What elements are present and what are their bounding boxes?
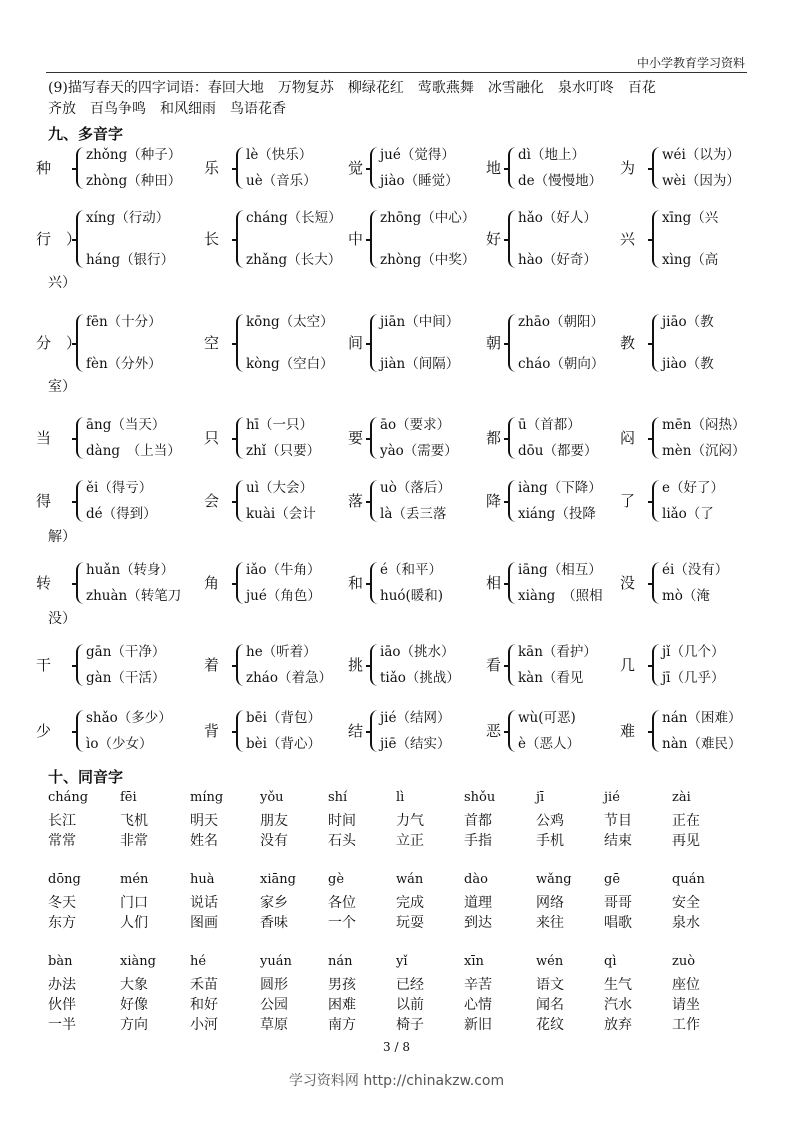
homophone-word: 生气 — [604, 977, 632, 993]
homophone-word: 网络 — [536, 895, 564, 911]
poly-char: 会 — [204, 492, 220, 510]
homophone-pinyin: nán — [328, 954, 353, 969]
homophone-word: 非常 — [120, 833, 148, 849]
reading-a: jiān（中间） — [380, 314, 460, 330]
brace-mark — [236, 562, 246, 604]
reading-a: jié（结网） — [380, 710, 451, 726]
homophone-word: 哥哥 — [604, 895, 632, 911]
reading-a: fēn（十分） — [86, 314, 162, 330]
reading-a: kōng（太空） — [246, 314, 334, 330]
brace-mark — [76, 644, 86, 686]
homophone-word: 一个 — [328, 915, 356, 931]
poly-char: 结 — [348, 722, 364, 740]
brace-mark — [652, 417, 662, 459]
poly-char: 行 ） — [36, 230, 82, 248]
homophone-pinyin: yuán — [260, 954, 292, 969]
homophone-word: 时间 — [328, 813, 356, 829]
homophone-word: 一半 — [48, 1017, 76, 1033]
homophone-word: 完成 — [396, 895, 424, 911]
homophone-word: 门口 — [120, 895, 148, 911]
homophone-word: 办法 — [48, 977, 76, 993]
brace-mark — [508, 210, 518, 268]
poly-char: 朝 — [486, 334, 502, 352]
poly-char: 间 — [348, 334, 364, 352]
homophone-word: 公园 — [260, 997, 288, 1013]
reading-a: éi（没有） — [662, 562, 729, 578]
homophone-pinyin: wǎng — [536, 872, 572, 887]
homophone-pinyin: jié — [604, 790, 620, 805]
reading-a: jiāo（教 — [662, 314, 714, 330]
homophone-word: 香味 — [260, 915, 288, 931]
reading-b: zháo（着急） — [246, 670, 332, 686]
reading-b: dōu（都要） — [518, 443, 598, 459]
homophone-word: 和好 — [190, 997, 218, 1013]
reading-b: jiē（结实） — [380, 736, 451, 752]
reading-b: uè（音乐） — [246, 173, 317, 189]
reading-b: là（丢三落 — [380, 506, 447, 522]
reading-a: ū（首都） — [518, 417, 581, 433]
homophone-word: 以前 — [396, 997, 424, 1013]
reading-b: jué（角色） — [246, 588, 321, 604]
reading-a: wéi（以为） — [662, 147, 740, 163]
brace-mark — [76, 562, 86, 604]
reading-a: uì（大会） — [246, 480, 314, 496]
homophone-word: 椅子 — [396, 1017, 424, 1033]
para-line-1: (9)描写春天的四字词语：春回大地 万物复苏 柳绿花红 莺歌燕舞 冰雪融化 泉水叮咚 百花 — [48, 80, 656, 96]
brace-mark — [76, 314, 86, 372]
poly-char: 和 — [348, 574, 364, 592]
homophone-word: 新旧 — [464, 1017, 492, 1033]
homophone-word: 闻名 — [536, 997, 564, 1013]
reading-b: háng（银行） — [86, 252, 175, 268]
reading-a: xíng（行动） — [86, 210, 170, 226]
homophone-pinyin: quán — [672, 872, 705, 887]
poly-char: 没 — [620, 574, 636, 592]
homophone-pinyin: wén — [536, 954, 564, 969]
homophone-word: 朋友 — [260, 813, 288, 829]
homophone-word: 没有 — [260, 833, 288, 849]
homophone-word: 放弃 — [604, 1017, 632, 1033]
homophone-pinyin: xiàng — [120, 954, 156, 969]
poly-char: 当 — [36, 429, 52, 447]
homophone-pinyin: hé — [190, 954, 207, 969]
poly-char: 兴 — [620, 230, 636, 248]
reading-b: mò（淹 — [662, 588, 710, 604]
poly-char: 少 — [36, 722, 52, 740]
poly-char: 长 — [204, 230, 220, 248]
homophone-word: 好像 — [120, 997, 148, 1013]
reading-b: de（慢慢地） — [518, 173, 603, 189]
poly-char: 背 — [204, 722, 220, 740]
brace-mark — [76, 147, 86, 189]
reading-a: iàng（下降） — [518, 480, 602, 496]
homophone-word: 花纹 — [536, 1017, 564, 1033]
poly-char: 为 — [620, 159, 636, 177]
brace-mark — [652, 314, 662, 372]
brace-mark — [508, 417, 518, 459]
brace-mark — [370, 710, 380, 752]
homophone-word: 来往 — [536, 915, 564, 931]
homophone-word: 语文 — [536, 977, 564, 993]
homophone-pinyin: dōng — [48, 872, 81, 887]
reading-b: hào（好奇） — [518, 252, 597, 268]
brace-mark — [370, 147, 380, 189]
poly-char: 好 — [486, 230, 502, 248]
brace-mark — [236, 147, 246, 189]
homophone-word: 辛苦 — [464, 977, 492, 993]
brace-mark — [652, 210, 662, 268]
homophone-pinyin: shí — [328, 790, 348, 805]
homophone-section-title: 十、同音字 — [48, 768, 124, 786]
poly-char: 只 — [204, 429, 220, 447]
reading-b: mèn（沉闷） — [662, 443, 746, 459]
reading-a: shǎo（多少） — [86, 710, 172, 726]
homophone-pinyin: qì — [604, 954, 617, 969]
reading-b: tiǎo（挑战） — [380, 670, 460, 686]
reading-a: wù(可恶) — [518, 710, 576, 726]
homophone-word: 小河 — [190, 1017, 218, 1033]
poly-char: 得 — [36, 492, 52, 510]
homophone-word: 伙伴 — [48, 997, 76, 1013]
poly-char: 要 — [348, 429, 364, 447]
reading-a: āo（要求） — [380, 417, 451, 433]
homophone-pinyin: gē — [604, 872, 621, 887]
brace-mark — [508, 562, 518, 604]
para-line-2: 齐放 百鸟争鸣 和风细雨 鸟语花香 — [48, 101, 286, 117]
reading-a: dì（地上） — [518, 147, 585, 163]
homophone-word: 手指 — [464, 833, 492, 849]
reading-b: dé（得到） — [86, 506, 157, 522]
homophone-word: 心情 — [464, 997, 492, 1013]
homophone-word: 方向 — [120, 1017, 148, 1033]
homophone-pinyin: mén — [120, 872, 149, 887]
spring-idioms-paragraph — [48, 78, 748, 120]
homophone-word: 圆形 — [260, 977, 288, 993]
wrap-tail: 兴） — [48, 275, 76, 291]
homophone-pinyin: fēi — [120, 790, 137, 805]
poly-char: 恶 — [486, 722, 502, 740]
reading-a: lè（快乐） — [246, 147, 313, 163]
homophone-word: 再见 — [672, 833, 700, 849]
poly-char: 了 — [620, 492, 636, 510]
brace-mark — [370, 210, 380, 268]
reading-a: kān（看护） — [518, 644, 597, 660]
brace-mark — [76, 710, 86, 752]
poly-char: 闷 — [620, 429, 636, 447]
reading-a: zhǒng（种子） — [86, 147, 182, 163]
reading-b: huó(暖和) — [380, 588, 444, 604]
homophone-pinyin: gè — [328, 872, 345, 887]
homophone-word: 节目 — [604, 813, 632, 829]
brace-mark — [236, 314, 246, 372]
reading-a: uò（落后） — [380, 480, 451, 496]
homophone-word: 人们 — [120, 915, 148, 931]
brace-mark — [370, 314, 380, 372]
reading-a: jué（觉得） — [380, 147, 455, 163]
reading-a: iǎo（牛角） — [246, 562, 321, 578]
homophone-pinyin: cháng — [48, 790, 89, 805]
homophone-pinyin: zuò — [672, 954, 696, 969]
homophone-word: 请坐 — [672, 997, 700, 1013]
poly-char: 看 — [486, 656, 502, 674]
reading-a: iāo（挑水） — [380, 644, 455, 660]
reading-a: gān（干净） — [86, 644, 166, 660]
reading-a: é（和平） — [380, 562, 442, 578]
wrap-tail: 没） — [48, 611, 76, 627]
reading-b: bèi（背心） — [246, 736, 321, 752]
poly-char: 都 — [486, 429, 502, 447]
homophone-word: 说话 — [190, 895, 218, 911]
reading-a: he（听着） — [246, 644, 317, 660]
poly-char: 着 — [204, 656, 220, 674]
brace-mark — [508, 480, 518, 522]
homophone-word: 南方 — [328, 1017, 356, 1033]
reading-b: fèn（分外） — [86, 356, 162, 372]
reading-b: liǎo（了 — [662, 506, 714, 522]
reading-b: xiáng（投降 — [518, 506, 596, 522]
reading-b: jiào（教 — [662, 356, 714, 372]
reading-a: zhōng（中心） — [380, 210, 476, 226]
reading-b: kuài（会计 — [246, 506, 316, 522]
reading-a: iāng（相互） — [518, 562, 602, 578]
poly-char: 降 — [486, 492, 502, 510]
reading-b: jiàn（间隔） — [380, 356, 460, 372]
brace-mark — [370, 562, 380, 604]
homophone-pinyin: yǒu — [260, 790, 284, 805]
brace-mark — [236, 644, 246, 686]
homophone-pinyin: xīn — [464, 954, 484, 969]
poly-char: 角 — [204, 574, 220, 592]
reading-a: zhāo（朝阳） — [518, 314, 604, 330]
homophone-pinyin: zài — [672, 790, 691, 805]
homophone-word: 东方 — [48, 915, 76, 931]
reading-a: nán（困难） — [662, 710, 742, 726]
poly-char: 转 — [36, 574, 52, 592]
page-header: 中小学教育学习资料 — [636, 56, 745, 70]
homophone-word: 姓名 — [190, 833, 218, 849]
brace-mark — [236, 210, 246, 268]
homophone-word: 男孩 — [328, 977, 356, 993]
reading-b: zhòng（种田） — [86, 173, 182, 189]
reading-b: jī（几乎） — [662, 670, 725, 686]
homophone-pinyin: dào — [464, 872, 488, 887]
homophone-word: 道理 — [464, 895, 492, 911]
poly-char: 难 — [620, 722, 636, 740]
homophone-pinyin: shǒu — [464, 790, 496, 805]
homophone-word: 图画 — [190, 915, 218, 931]
reading-b: cháo（朝向） — [518, 356, 605, 372]
page-number: 3 / 8 — [383, 1040, 410, 1054]
homophone-word: 冬天 — [48, 895, 76, 911]
homophone-pinyin: xiāng — [260, 872, 296, 887]
reading-b: dàng （上当） — [86, 443, 181, 459]
homophone-word: 大象 — [120, 977, 148, 993]
brace-mark — [76, 417, 86, 459]
homophone-word: 玩耍 — [396, 915, 424, 931]
brace-mark — [508, 710, 518, 752]
reading-b: gàn（干活） — [86, 670, 166, 686]
homophone-word: 草原 — [260, 1017, 288, 1033]
reading-b: zhòng（中奖） — [380, 252, 476, 268]
poly-char: 分 ） — [36, 334, 82, 352]
brace-mark — [652, 710, 662, 752]
brace-mark — [508, 314, 518, 372]
reading-b: kòng（空白） — [246, 356, 334, 372]
homophone-pinyin: lì — [396, 790, 405, 805]
reading-b: xiàng （照相 — [518, 588, 603, 604]
homophone-word: 立正 — [396, 833, 424, 849]
brace-mark — [236, 710, 246, 752]
reading-a: hī（一只） — [246, 417, 314, 433]
brace-mark — [508, 644, 518, 686]
reading-b: zhǐ（只要） — [246, 443, 321, 459]
brace-mark — [652, 480, 662, 522]
homophone-word: 禾苗 — [190, 977, 218, 993]
brace-mark — [370, 417, 380, 459]
reading-a: bēi（背包） — [246, 710, 321, 726]
reading-a: jǐ（几个） — [662, 644, 725, 660]
reading-b: jiào（睡觉） — [380, 173, 459, 189]
poly-char: 觉 — [348, 159, 364, 177]
homophone-word: 已经 — [396, 977, 424, 993]
reading-a: huǎn（转身） — [86, 562, 175, 578]
poly-char: 干 — [36, 656, 52, 674]
poly-char: 地 — [486, 159, 502, 177]
reading-b: zhǎng（长大） — [246, 252, 342, 268]
poly-char: 挑 — [348, 656, 364, 674]
homophone-pinyin: huà — [190, 872, 215, 887]
reading-a: mēn（闷热） — [662, 417, 746, 433]
homophone-word: 长江 — [48, 813, 76, 829]
reading-a: ěi（得亏） — [86, 480, 153, 496]
header-divider — [46, 72, 747, 73]
homophone-word: 常常 — [48, 833, 76, 849]
homophone-pinyin: míng — [190, 790, 224, 805]
homophone-word: 结束 — [604, 833, 632, 849]
poly-char: 几 — [620, 656, 636, 674]
brace-mark — [508, 147, 518, 189]
homophone-word: 明天 — [190, 813, 218, 829]
reading-b: kàn（看见 — [518, 670, 584, 686]
homophone-pinyin: bàn — [48, 954, 73, 969]
homophone-word: 困难 — [328, 997, 356, 1013]
reading-a: cháng（长短） — [246, 210, 342, 226]
homophone-word: 泉水 — [672, 915, 700, 931]
wrap-tail: 解） — [48, 529, 76, 545]
homophone-word: 安全 — [672, 895, 700, 911]
reading-b: nàn（难民） — [662, 736, 742, 752]
homophone-word: 唱歌 — [604, 915, 632, 931]
reading-a: hǎo（好人） — [518, 210, 597, 226]
homophone-word: 汽水 — [604, 997, 632, 1013]
homophone-word: 手机 — [536, 833, 564, 849]
reading-a: e（好了） — [662, 480, 724, 496]
brace-mark — [370, 480, 380, 522]
poly-char: 空 — [204, 334, 220, 352]
brace-mark — [76, 210, 86, 268]
homophone-word: 正在 — [672, 813, 700, 829]
brace-mark — [236, 480, 246, 522]
reading-b: xìng（高 — [662, 252, 719, 268]
homophone-word: 飞机 — [120, 813, 148, 829]
polyphone-section-title: 九、多音字 — [48, 125, 124, 143]
poly-char: 乐 — [204, 159, 220, 177]
brace-mark — [652, 644, 662, 686]
homophone-word: 首都 — [464, 813, 492, 829]
poly-char: 种 — [36, 159, 52, 177]
homophone-word: 家乡 — [260, 895, 288, 911]
brace-mark — [652, 562, 662, 604]
poly-char: 落 — [348, 492, 364, 510]
homophone-pinyin: wán — [396, 872, 424, 887]
reading-b: wèi（因为） — [662, 173, 740, 189]
reading-b: zhuàn（转笔刀 — [86, 588, 182, 604]
footer-site: 学习资料网 http://chinakzw.com — [288, 1073, 505, 1089]
homophone-word: 公鸡 — [536, 813, 564, 829]
reading-a: xīng（兴 — [662, 210, 719, 226]
homophone-word: 石头 — [328, 833, 356, 849]
reading-b: yào（需要） — [380, 443, 458, 459]
reading-a: āng（当天） — [86, 417, 166, 433]
wrap-tail: 室） — [48, 379, 76, 395]
homophone-word: 座位 — [672, 977, 700, 993]
poly-char: 相 — [486, 574, 502, 592]
reading-b: ìo（少女） — [86, 736, 153, 752]
brace-mark — [236, 417, 246, 459]
homophone-word: 力气 — [396, 813, 424, 829]
poly-char: 中 — [348, 230, 364, 248]
homophone-word: 到达 — [464, 915, 492, 931]
homophone-pinyin: yǐ — [396, 954, 408, 969]
brace-mark — [652, 147, 662, 189]
homophone-word: 工作 — [672, 1017, 700, 1033]
poly-char: 教 — [620, 334, 636, 352]
reading-b: è（恶人） — [518, 736, 580, 752]
homophone-word: 各位 — [328, 895, 356, 911]
homophone-pinyin: jī — [536, 790, 545, 805]
brace-mark — [76, 480, 86, 522]
brace-mark — [370, 644, 380, 686]
